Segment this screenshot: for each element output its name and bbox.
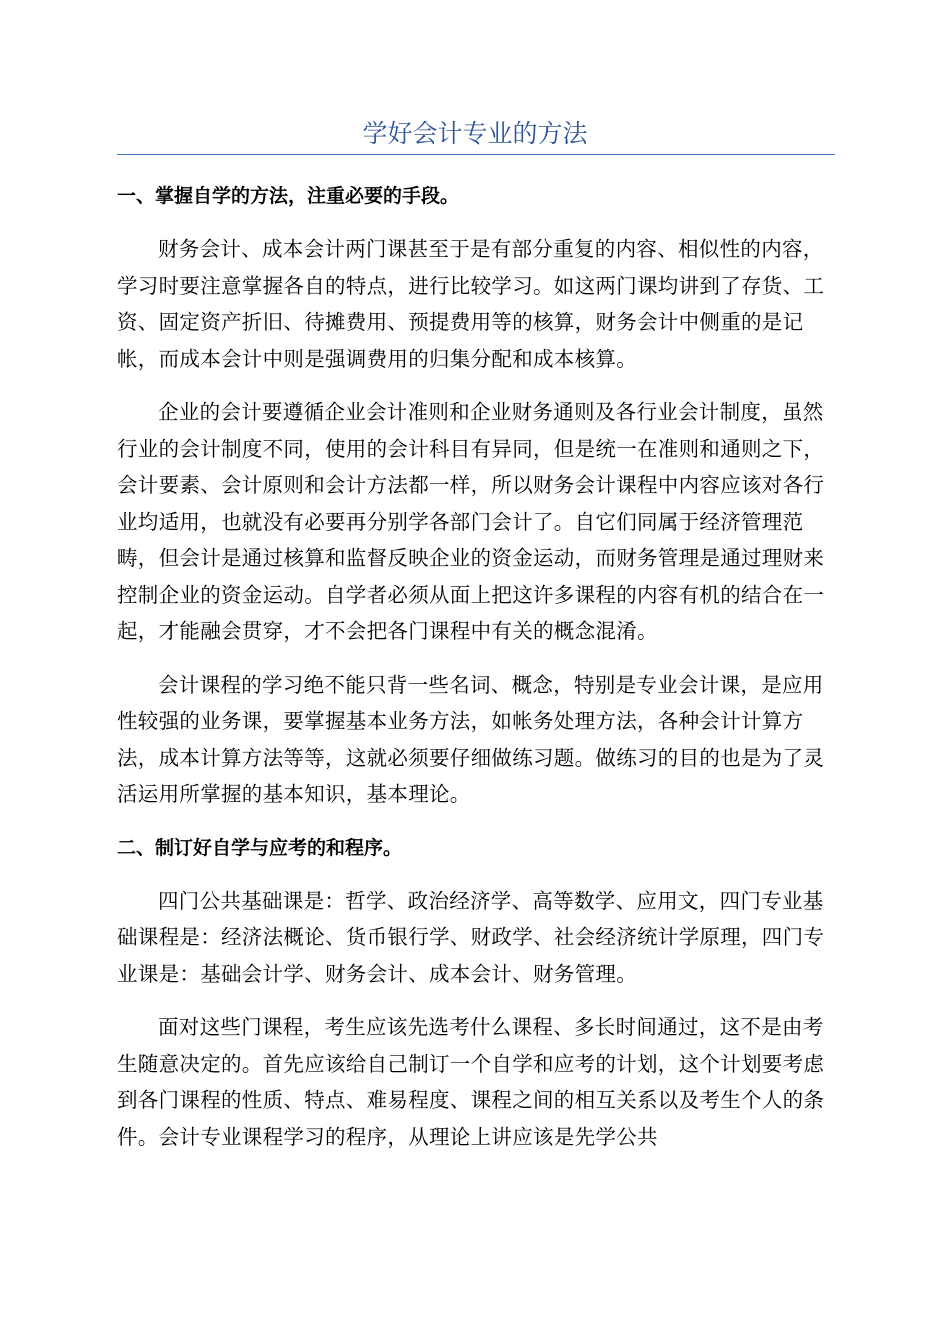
- paragraph: 财务会计、成本会计两门课甚至于是有部分重复的内容、相似性的内容，学习时要注意掌握各自的特点，进行比较学习。如这两门课均讲到了存货、工资、固定资产折旧、待摊费用、预提费用等的核算，财务会计中侧重的是记帐，而成本会计中则是强调费用的归集分配和成本核算。: [117, 237, 825, 371]
- section-heading-2: 二、制订好自学与应考的和程序。: [117, 836, 403, 859]
- title-underline: [117, 154, 835, 155]
- paragraph: 面对这些门课程，考生应该先选考什么课程、多长时间通过，这不是由考生随意决定的。首先应该给自己制订一个自学和应考的计划，这个计划要考虑到各门课程的性质、特点、难易程度、课程之间的相互关系以及考生个人的条件。会计专业课程学习的程序，从理论上讲应该是先学公共: [117, 1015, 825, 1149]
- document-body: [117, 178, 833, 1155]
- paragraph: 四门公共基础课是：哲学、政治经济学、高等数学、应用文，四门专业基础课程是：经济法概论、货币银行学、财政学、社会经济统计学原理，四门专业课是：基础会计学、财务会计、成本会计、财务管理。: [117, 888, 825, 986]
- paragraph: 企业的会计要遵循企业会计准则和企业财务通则及各行业会计制度，虽然行业的会计制度不同，使用的会计科目有异同，但是统一在准则和通则之下，会计要素、会计原则和会计方法都一样，所以财务会计课程中内容应该对各行业均适用，也就没有必要再分别学各部门会计了。自它们同属于经济管理范畴，但会计是通过核算和监督反映企业的资金运动，而财务管理是通过理财来控制企业的资金运动。自学者必须从面上把这许多课程的内容有机的结合在一起，才能融会贯穿，才不会把各门课程中有关的概念混淆。: [117, 400, 825, 643]
- document-title: 学好会计专业的方法: [362, 119, 588, 148]
- paragraph: 会计课程的学习绝不能只背一些名词、概念，特别是专业会计课，是应用性较强的业务课，要掌握基本业务方法，如帐务处理方法，各种会计计算方法，成本计算方法等等，这就必须要仔细做练习题。做练习的目的也是为了灵活运用所掌握的基本知识，基本理论。: [117, 672, 825, 806]
- section-heading-1: 一、掌握自学的方法，注重必要的手段。: [117, 185, 460, 207]
